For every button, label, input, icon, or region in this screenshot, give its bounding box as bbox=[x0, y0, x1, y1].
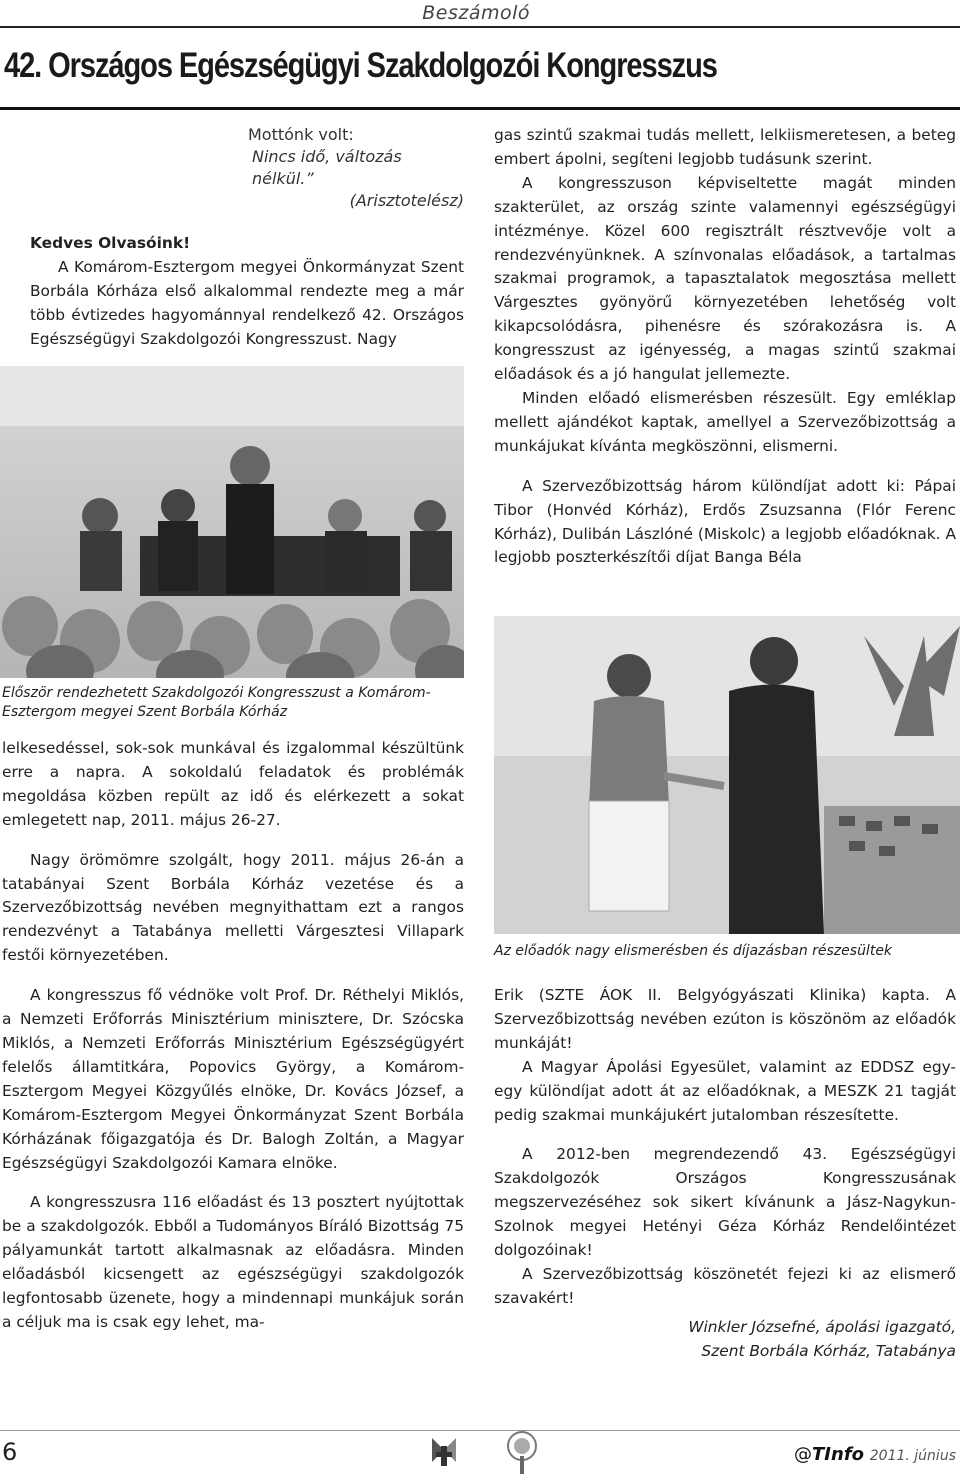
tree-logo-icon bbox=[502, 1430, 542, 1480]
right-paragraph-8: A Szervezőbizottság köszönetét fejezi ki az elismerő szavakért! bbox=[494, 1264, 956, 1307]
section-label: Beszámoló bbox=[422, 2, 530, 24]
congress-hall-photo bbox=[0, 366, 464, 678]
photo2-caption: Az előadók nagy elismerésben és díjazásban részesültek bbox=[494, 943, 893, 959]
signature bbox=[494, 1315, 956, 1363]
header-blank bbox=[540, 0, 960, 26]
right-paragraph-7: A 2012-ben megrendezendő 43. Egészségügyi Szakdolgozók Országos Kongresszusának megszervezéséhez sok sikert kívánunk a Jász-Nagykun-Szolnok megyei Hetényi Géza Kórház Rendelőintézet dolgozóinak! bbox=[494, 1145, 956, 1260]
title-rule bbox=[0, 107, 960, 110]
motto-quote: Nincs idő, változás nélkül.” bbox=[252, 147, 402, 188]
left-paragraph-3: A kongresszus fő védnöke volt Prof. Dr. Réthelyi Miklós, a Nemzeti Erőforrás Minisztérium minisztere, Dr. Szócska Miklós, a Nemzeti Erőforrás Minisztérium Egészségügyért felelős államtitkára, Popovics György, a Komárom-Esztergom Megyei Közgyűlés elnöke, Dr. Kovács József, a Komárom-Esztergom Megyei Önkormányzat Szent Borbála Kórházának főigazgatója és Dr. Balogh Zoltán, a Magyar Egészségügyi Szakdolgozói Kamara elnöke. bbox=[2, 986, 464, 1172]
intro-paragraph: A Komárom-Esztergom megyei Önkormányzat Szent Borbála Kórháza első alkalommal rendezte meg a már több évtizedes hagyománnyal rendelkező 42. Országos Egészségügyi Szakdolgozói Kongresszust. Nagy bbox=[30, 257, 464, 348]
header-rule bbox=[0, 26, 960, 28]
left-body bbox=[2, 737, 464, 1335]
left-paragraph-2: Nagy örömömre szolgált, hogy 2011. május 26-án a tatabányai Szent Borbála Kórház vezetése és a Szervezőbizottság nevében megnyithattam ezt a rangos rendezvényt a Tatabánya melletti Várgesztesi Villapark festői környezetében. bbox=[2, 850, 464, 965]
right-paragraph-3: Minden előadó elismerésben részesült. Egy emléklap mellett ajándékot kaptak, amellyel a Szervezőbizottság a munkájukat kívánta megköszönni, elismerni. bbox=[494, 388, 956, 455]
left-intro bbox=[30, 232, 464, 352]
right-paragraph-1: gas szintű szakmai tudás mellett, lelkiismeretesen, a beteg embert ápolni, segíteni legjobb tudásunk szerint. bbox=[494, 126, 956, 168]
greeting: Kedves Olvasóink! bbox=[30, 234, 191, 252]
motto-author: (Arisztotelész) bbox=[349, 191, 464, 210]
motto bbox=[248, 124, 464, 212]
footer-rule bbox=[0, 1430, 960, 1431]
signature-line-2: Szent Borbála Kórház, Tatabánya bbox=[701, 1341, 956, 1360]
right-paragraph-6: A Magyar Ápolási Egyesület, valamint az EDDSZ egy-egy különdíjat adott át az előadóknak, a MESZK 21 tagját pedig szakmai munkájukért jutalomban részesítette. bbox=[494, 1057, 956, 1124]
motto-label: Mottónk volt: bbox=[248, 125, 354, 144]
hospital-logo-icon bbox=[424, 1432, 464, 1476]
article-title: 42. Országos Egészségügyi Szakdolgozói Kongresszus bbox=[4, 46, 717, 85]
left-paragraph-4: A kongresszusra 116 előadást és 13 posztert nyújtottak be a szakdolgozók. Ebből a Tudományos Bíráló Bizottság 75 pályamunkát tartott alkalmasnak az előadásra. Minden előadásból kicsengett az egészségügyi szakdolgozók legfontosabb üzenete, hogy a mindennapi munkájuk során a céljuk ma is csak egy lehet, ma- bbox=[2, 1193, 464, 1331]
left-continue-paragraph: lelkesedéssel, sok-sok munkával és izgalommal készültünk erre a napra. A sokoldalú feladatok és problémák megoldása közben repült az idő és elérkezett a sokat emlegetett nap, 2011. május 26-27. bbox=[2, 739, 464, 829]
page-number: 6 bbox=[2, 1438, 18, 1466]
right-top-body bbox=[494, 124, 956, 570]
brand-name: TInfo bbox=[812, 1444, 865, 1465]
right-paragraph-4: A Szervezőbizottság három különdíjat adott ki: Pápai Tibor (Honvéd Kórház), Erdős Zsuzsanna (Flór Ferenc Kórház), Dulibán Lászlóné (Miskolc) a legjobb előadóknak. A legjobb poszterkészítői díjat Banga Béla bbox=[494, 476, 956, 567]
signature-line-1: Winkler Józsefné, ápolási igazgató, bbox=[688, 1317, 956, 1336]
photo1-caption: Először rendezhetett Szakdolgozói Kongresszust a Komárom-Esztergom megyei Szent Borbála Kórház bbox=[2, 685, 431, 720]
magazine-brand bbox=[794, 1444, 956, 1465]
brand-at-icon: @ bbox=[794, 1444, 813, 1465]
right-bottom-body bbox=[494, 984, 956, 1363]
right-paragraph-5: Erik (SZTE ÁOK II. Belgyógyászati Klinika) kapta. A Szervezőbizottság nevében ezúton is köszönöm az előadók munkáját! bbox=[494, 986, 956, 1052]
right-paragraph-2: A kongresszuson képviseltette magát minden szakterület, az ország szinte valamennyi egészségügyi intézménye. Közel 600 regisztrált résztvevője volt a rendezvényünknek. A színvonalas előadások, a tartalmas szakmai programok, a tapasztalatok megosztása mellett Várgesztes gyönyörű környezetében lehetőség volt kikapcsolódásra, pihenésre és szórakozásra is. A kongresszust az igényesség, a magas szintű szakmai előadások és a jó hangulat jellemezte. bbox=[494, 173, 956, 384]
issue-date: 2011. június bbox=[869, 1448, 956, 1464]
award-ceremony-photo bbox=[494, 616, 960, 934]
